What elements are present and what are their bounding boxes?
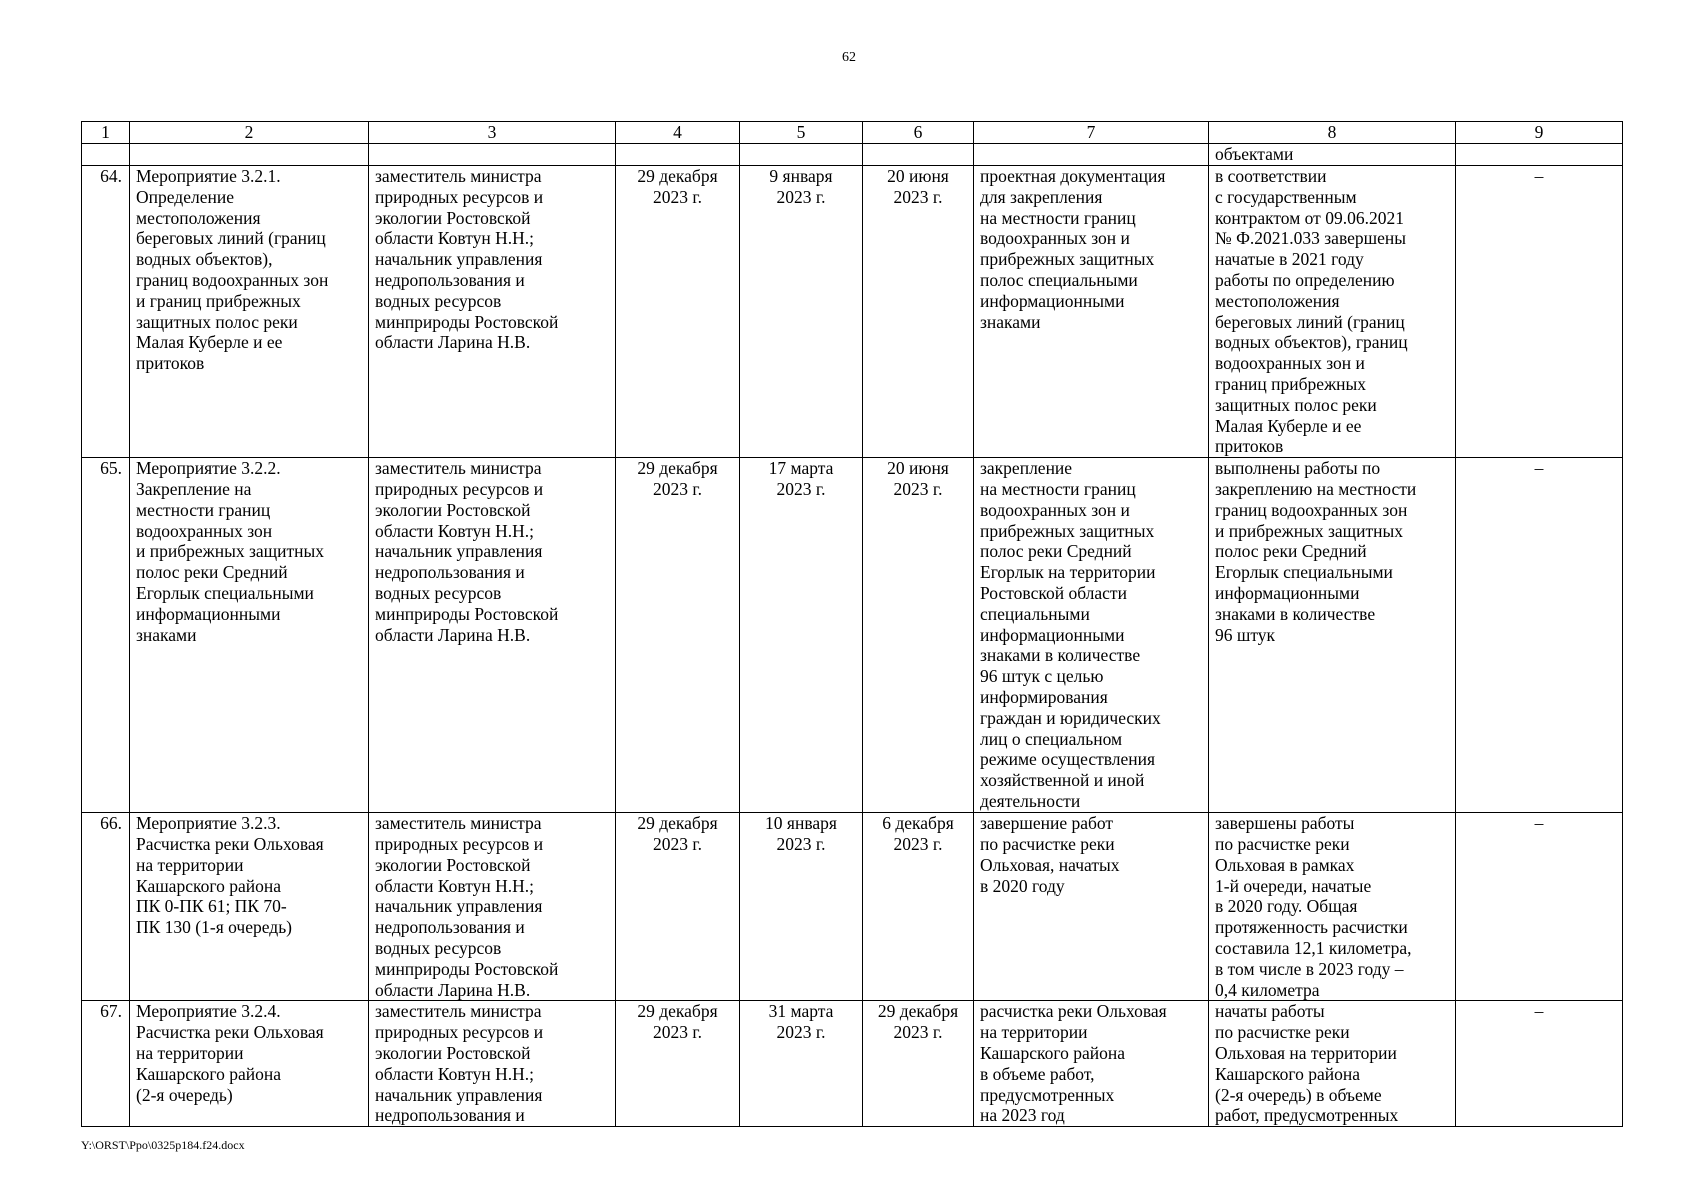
report-table — [81, 121, 1623, 1127]
event-cell: Мероприятие 3.2.4. Расчистка реки Ольховая на территории Кашарского района (2-я очередь) — [130, 1001, 369, 1127]
continuation-cell — [974, 144, 1209, 166]
note-cell: – — [1456, 1001, 1623, 1127]
date-cell-col5: 9 января 2023 г. — [740, 166, 863, 458]
header-cell-col7: 7 — [974, 122, 1209, 144]
header-cell-col3: 3 — [369, 122, 616, 144]
responsible-cell: заместитель министра природных ресурсов и экологии Ростовской области Ковтун Н.Н.; начальник управления недропользования и — [369, 1001, 616, 1127]
continuation-cell — [369, 144, 616, 166]
date-cell-col4: 29 декабря 2023 г. — [616, 813, 740, 1001]
date-cell-col5: 31 марта 2023 г. — [740, 1001, 863, 1127]
date-cell-col6: 29 декабря 2023 г. — [863, 1001, 974, 1127]
row-number: 67. — [82, 1001, 130, 1127]
date-cell-col5: 10 января 2023 г. — [740, 813, 863, 1001]
table-row — [82, 813, 1623, 1001]
table-header-row — [82, 122, 1623, 144]
header-cell-col4: 4 — [616, 122, 740, 144]
responsible-cell: заместитель министра природных ресурсов и экологии Ростовской области Ковтун Н.Н.; начальник управления недропользования и водных ресурсов минприроды Ростовской области Ларина Н.В. — [369, 813, 616, 1001]
actual-result-cell: начаты работы по расчистке реки Ольховая на территории Кашарского района (2-я очередь) в объеме работ, предусмотренных — [1209, 1001, 1456, 1127]
date-cell-col5: 17 марта 2023 г. — [740, 458, 863, 813]
expected-result-cell: расчистка реки Ольховая на территории Кашарского района в объеме работ, предусмотренных на 2023 год — [974, 1001, 1209, 1127]
header-cell-col1: 1 — [82, 122, 130, 144]
page-number: 62 — [842, 50, 856, 65]
header-cell-col6: 6 — [863, 122, 974, 144]
continuation-cell — [130, 144, 369, 166]
expected-result-cell: проектная документация для закрепления на местности границ водоохранных зон и прибрежных защитных полос специальными информационными знаками — [974, 166, 1209, 458]
event-cell: Мероприятие 3.2.3. Расчистка реки Ольховая на территории Кашарского района ПК 0-ПК 61; ПК 70- ПК 130 (1-я очередь) — [130, 813, 369, 1001]
footer-file-path: Y:\ORST\Ppo\0325p184.f24.docx — [81, 1138, 245, 1152]
expected-result-cell: завершение работ по расчистке реки Ольховая, начатых в 2020 году — [974, 813, 1209, 1001]
continuation-cell — [1456, 144, 1623, 166]
continuation-cell — [740, 144, 863, 166]
event-cell: Мероприятие 3.2.1. Определение местоположения береговых линий (границ водных объектов), границ водоохранных зон и границ прибрежных защитных полос реки Малая Куберле и ее притоков — [130, 166, 369, 458]
expected-result-cell: закрепление на местности границ водоохранных зон и прибрежных защитных полос реки Средний Егорлык на территории Ростовской области специальными информационными знаками в количестве 96 штук с целью информирования граждан и юридических лиц о специальном режиме осуществления хозяйственной и иной деятельности — [974, 458, 1209, 813]
header-cell-col9: 9 — [1456, 122, 1623, 144]
continuation-cell: объектами — [1209, 144, 1456, 166]
note-cell: – — [1456, 166, 1623, 458]
continuation-cell — [82, 144, 130, 166]
row-number: 64. — [82, 166, 130, 458]
note-cell: – — [1456, 458, 1623, 813]
note-cell: – — [1456, 813, 1623, 1001]
header-cell-col8: 8 — [1209, 122, 1456, 144]
date-cell-col4: 29 декабря 2023 г. — [616, 1001, 740, 1127]
row-number: 65. — [82, 458, 130, 813]
responsible-cell: заместитель министра природных ресурсов и экологии Ростовской области Ковтун Н.Н.; начальник управления недропользования и водных ресурсов минприроды Ростовской области Ларина Н.В. — [369, 458, 616, 813]
header-cell-col5: 5 — [740, 122, 863, 144]
table-row — [82, 458, 1623, 813]
event-cell: Мероприятие 3.2.2. Закрепление на местности границ водоохранных зон и прибрежных защитных полос реки Средний Егорлык специальными информационными знаками — [130, 458, 369, 813]
continuation-cell — [863, 144, 974, 166]
actual-result-cell: выполнены работы по закреплению на местности границ водоохранных зон и прибрежных защитных полос реки Средний Егорлык специальными информационными знаками в количестве 96 штук — [1209, 458, 1456, 813]
actual-result-cell: завершены работы по расчистке реки Ольховая в рамках 1-й очереди, начатые в 2020 году. Общая протяженность расчистки составила 12,1 километра, в том числе в 2023 году – 0,4 километра — [1209, 813, 1456, 1001]
date-cell-col6: 6 декабря 2023 г. — [863, 813, 974, 1001]
continuation-cell — [616, 144, 740, 166]
actual-result-cell: в соответствии с государственным контрактом от 09.06.2021 № Ф.2021.033 завершены начатые в 2021 году работы по определению местоположения береговых линий (границ водных объектов), границ водоохранных зон и границ прибрежных защитных полос реки Малая Куберле и ее притоков — [1209, 166, 1456, 458]
responsible-cell: заместитель министра природных ресурсов и экологии Ростовской области Ковтун Н.Н.; начальник управления недропользования и водных ресурсов минприроды Ростовской области Ларина Н.В. — [369, 166, 616, 458]
continuation-row — [82, 144, 1623, 166]
table-row — [82, 166, 1623, 458]
header-cell-col2: 2 — [130, 122, 369, 144]
row-number: 66. — [82, 813, 130, 1001]
date-cell-col6: 20 июня 2023 г. — [863, 458, 974, 813]
date-cell-col6: 20 июня 2023 г. — [863, 166, 974, 458]
date-cell-col4: 29 декабря 2023 г. — [616, 458, 740, 813]
table-row — [82, 1001, 1623, 1127]
date-cell-col4: 29 декабря 2023 г. — [616, 166, 740, 458]
